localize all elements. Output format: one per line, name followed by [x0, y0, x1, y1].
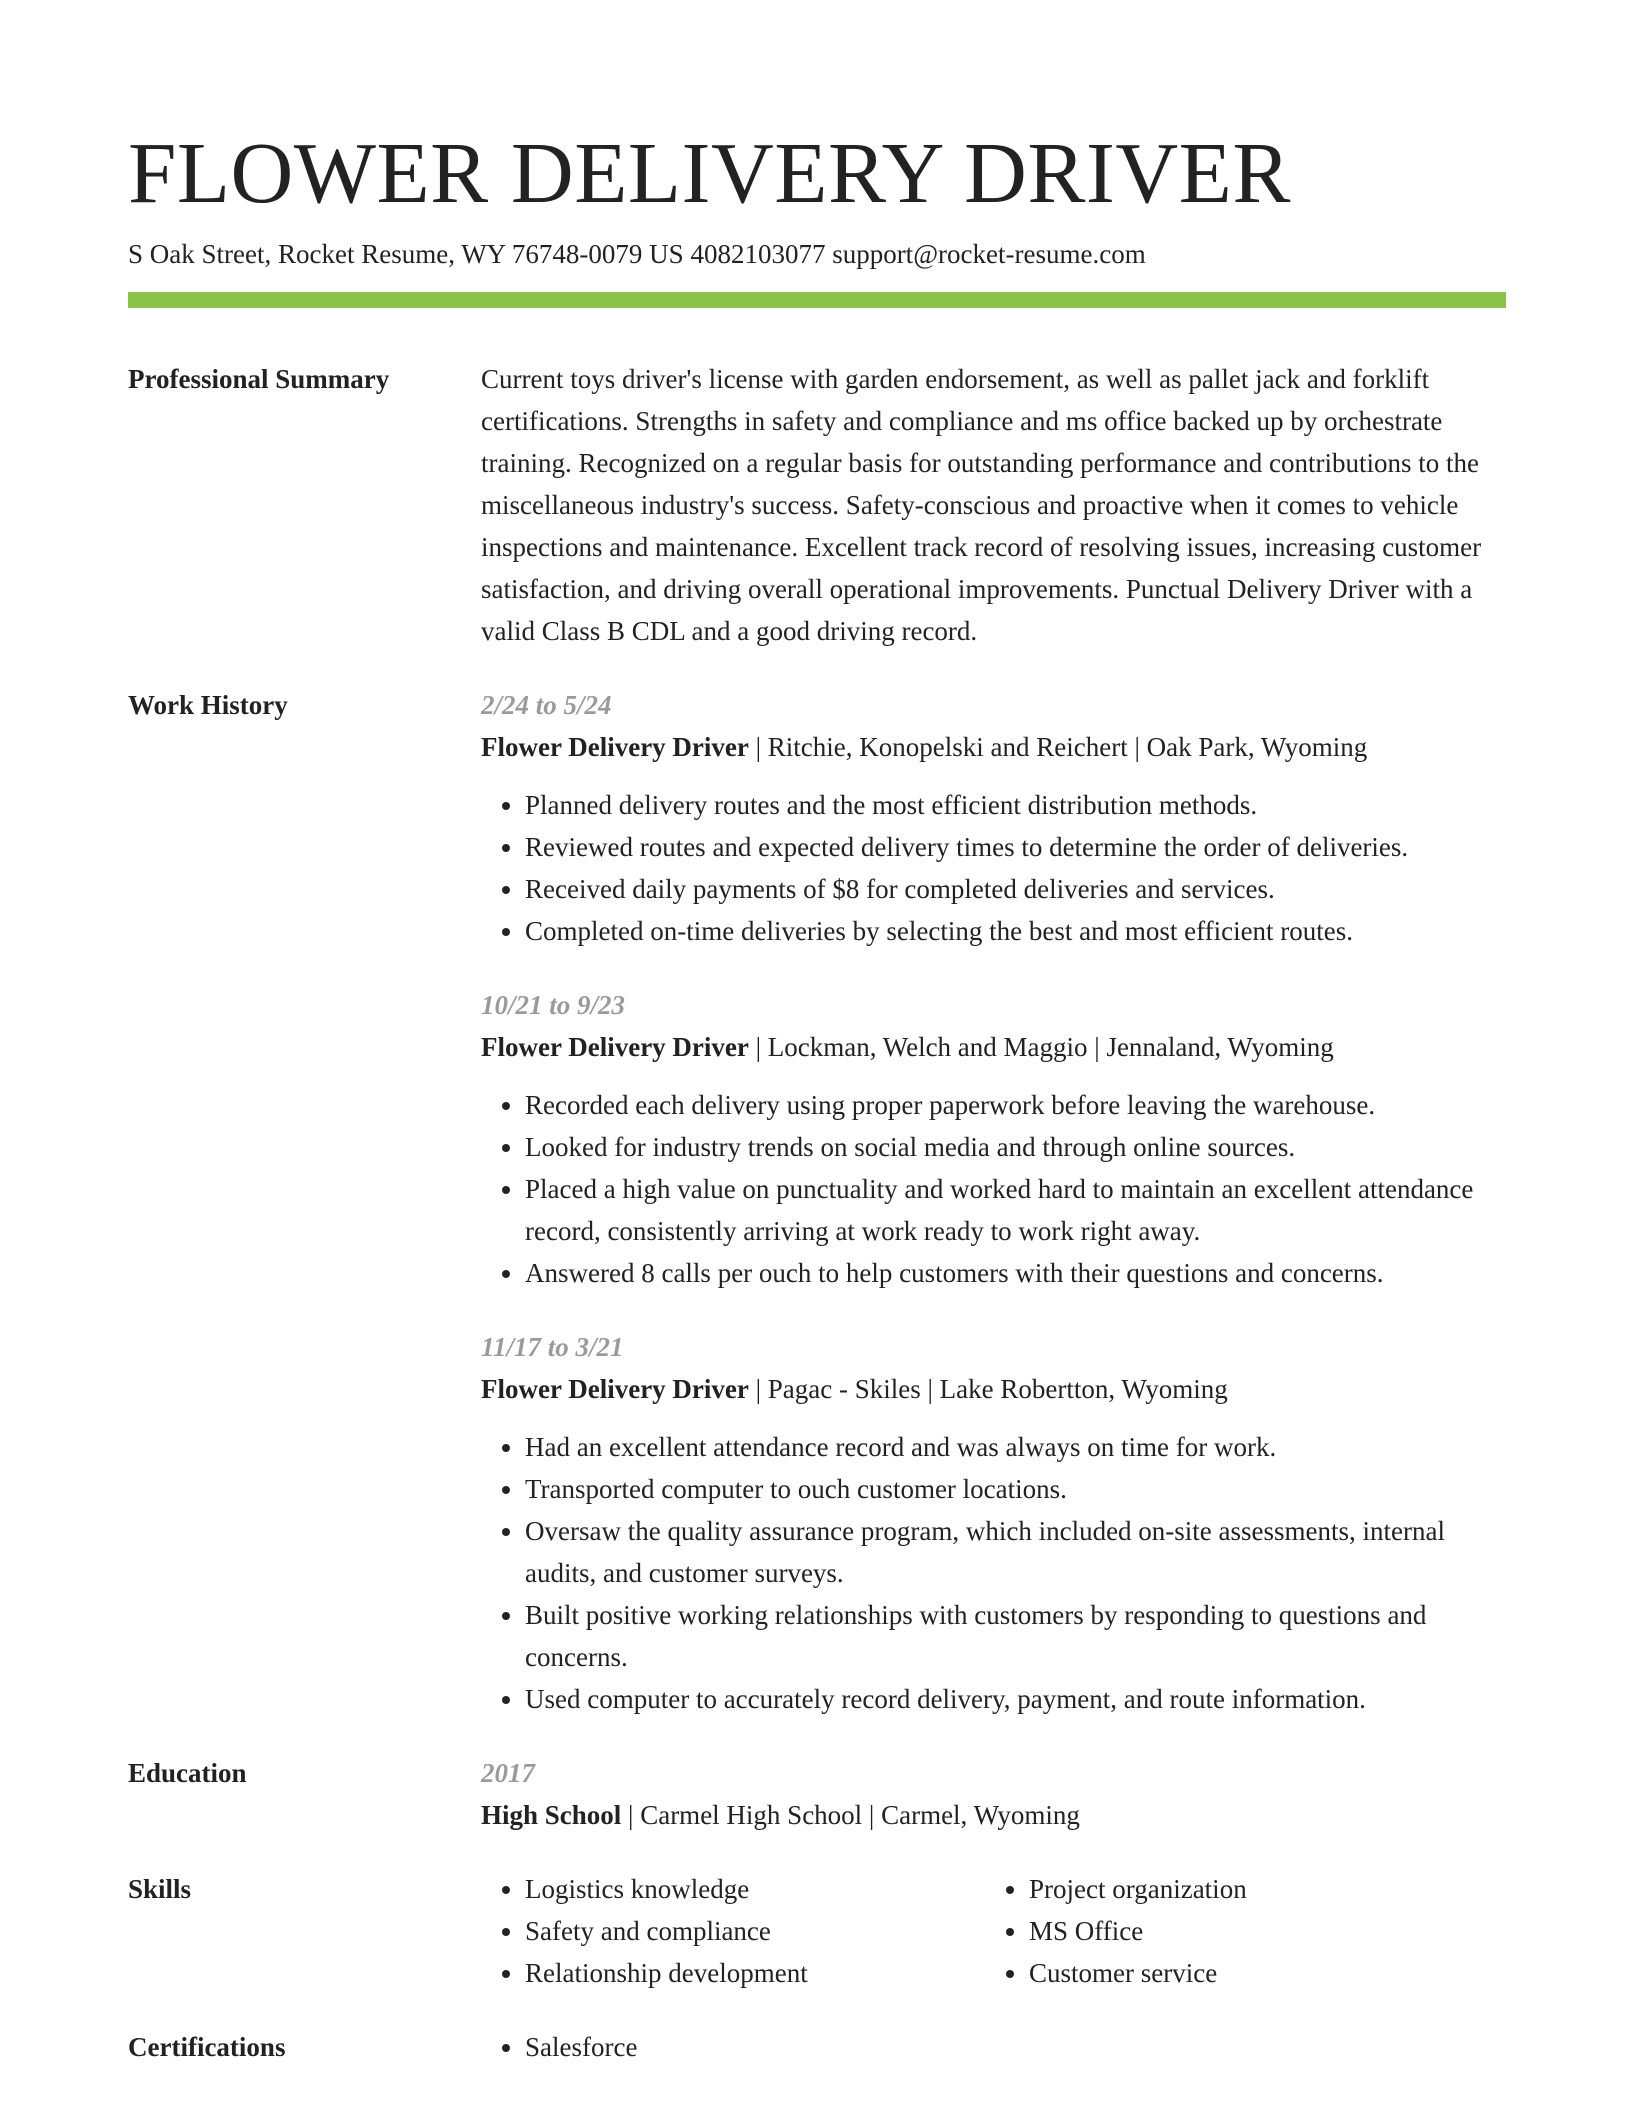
- job-bullets: [481, 1426, 1506, 1720]
- job-bullet: • Used computer to accurately record delivery, payment, and route information.: [525, 1678, 1506, 1720]
- section-title-education: Education: [128, 1758, 247, 1788]
- resume-page: [128, 118, 1506, 2068]
- summary-section: [128, 358, 1506, 652]
- accent-divider: [128, 292, 1506, 308]
- job-bullet: • Oversaw the quality assurance program, which included on-site assessments, internal audits, and customer surveys.: [525, 1510, 1506, 1594]
- skills-list-left: [481, 1868, 985, 1994]
- work-history-body: [481, 684, 1506, 1720]
- section-title-summary: Professional Summary: [128, 364, 390, 394]
- job-role-line: [481, 726, 1506, 768]
- certifications-list: [481, 2026, 1506, 2068]
- job-bullet: • Placed a high value on punctuality and worked hard to maintain an excellent attendance record, consistently arriving at work ready to work right away.: [525, 1168, 1506, 1252]
- job-title: Flower Delivery Driver: [481, 1374, 749, 1404]
- job-bullets: [481, 784, 1506, 952]
- skills-list-right: [985, 1868, 1489, 1994]
- section-title-skills: Skills: [128, 1874, 192, 1904]
- education-line: [481, 1794, 1506, 1836]
- job-bullet: • Recorded each delivery using proper paperwork before leaving the warehouse.: [525, 1084, 1506, 1126]
- job-details: | Pagac - Skiles | Lake Robertton, Wyoming: [748, 1374, 1228, 1404]
- job-date: 11/17 to 3/21: [481, 1332, 624, 1362]
- skill-item: • Customer service: [1029, 1952, 1489, 1994]
- resume-name-heading: FLOWER DELIVERY DRIVER: [128, 124, 1291, 221]
- job-role-line: [481, 1368, 1506, 1410]
- section-title-work-history: Work History: [128, 690, 288, 720]
- certification-item: • Salesforce: [525, 2026, 1506, 2068]
- skills-section: [128, 1868, 1506, 1994]
- summary-body: [481, 358, 1506, 652]
- job-title: Flower Delivery Driver: [481, 732, 749, 762]
- job-date: 2/24 to 5/24: [481, 690, 612, 720]
- job-bullet: • Received daily payments of $8 for completed deliveries and services.: [525, 868, 1506, 910]
- job-bullet: • Completed on-time deliveries by selecting the best and most efficient routes.: [525, 910, 1506, 952]
- summary-text: Current toys driver's license with garden endorsement, as well as pallet jack and forklift certifications. Strengths in safety and compliance and ms office backed up by orchestrate training. Recognized on a regular basis for outstanding performance and contributions to the miscellaneous industry's success. Safety-conscious and proactive when it comes to vehicle inspections and maintenance. Excellent track record of resolving issues, increasing customer satisfaction, and driving overall operational improvements. Punctual Delivery Driver with a valid Class B CDL and a good driving record.: [481, 364, 1482, 646]
- job-details: | Lockman, Welch and Maggio | Jennaland, Wyoming: [748, 1032, 1334, 1062]
- skills-body: [481, 1868, 1506, 1994]
- skill-item: • MS Office: [1029, 1910, 1489, 1952]
- job-bullet: • Answered 8 calls per ouch to help customers with their questions and concerns.: [525, 1252, 1506, 1294]
- job-details: | Ritchie, Konopelski and Reichert | Oak Park, Wyoming: [748, 732, 1368, 762]
- job-bullet: • Reviewed routes and expected delivery times to determine the order of deliveries.: [525, 826, 1506, 868]
- certifications-section: [128, 2026, 1506, 2068]
- section-title-certifications: Certifications: [128, 2032, 286, 2062]
- certifications-body: [481, 2026, 1506, 2068]
- job-bullet: • Looked for industry trends on social media and through online sources.: [525, 1126, 1506, 1168]
- job-bullet: • Transported computer to ouch customer locations.: [525, 1468, 1506, 1510]
- skills-grid: [481, 1868, 1506, 1994]
- education-date: 2017: [481, 1758, 535, 1788]
- education-degree: High School: [481, 1800, 622, 1830]
- education-body: [481, 1752, 1506, 1836]
- skill-item: • Relationship development: [525, 1952, 985, 1994]
- job-bullets: [481, 1084, 1506, 1294]
- contact-line: S Oak Street, Rocket Resume, WY 76748-0079 US 4082103077 support@rocket-resume.com: [128, 239, 1146, 269]
- job-title: Flower Delivery Driver: [481, 1032, 749, 1062]
- education-details: | Carmel High School | Carmel, Wyoming: [621, 1800, 1080, 1830]
- skill-item: • Safety and compliance: [525, 1910, 985, 1952]
- job-role-line: [481, 1026, 1506, 1068]
- job-entry: [481, 684, 1506, 952]
- job-bullet: • Planned delivery routes and the most efficient distribution methods.: [525, 784, 1506, 826]
- work-history-section: [128, 684, 1506, 1720]
- skill-item: • Logistics knowledge: [525, 1868, 985, 1910]
- skill-item: • Project organization: [1029, 1868, 1489, 1910]
- job-bullet: • Had an excellent attendance record and was always on time for work.: [525, 1426, 1506, 1468]
- job-entry: [481, 1326, 1506, 1720]
- job-date: 10/21 to 9/23: [481, 990, 626, 1020]
- job-entry: [481, 984, 1506, 1294]
- job-bullet: • Built positive working relationships with customers by responding to questions and concerns.: [525, 1594, 1506, 1678]
- education-section: [128, 1752, 1506, 1836]
